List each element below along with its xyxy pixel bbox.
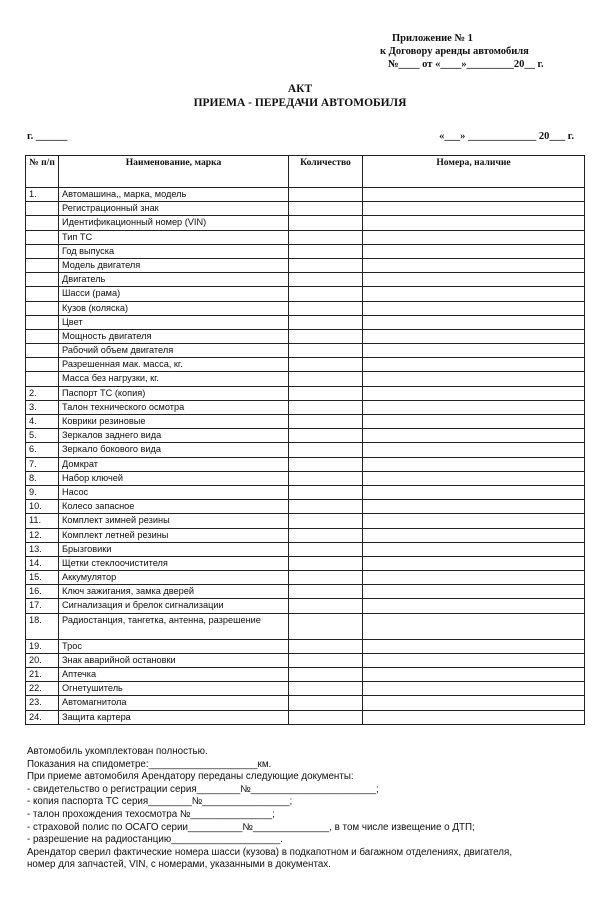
annex-block [380, 32, 544, 71]
row-numbers [363, 344, 585, 358]
note-line: - свидетельство о регистрации серия________№_______________________; [27, 783, 379, 795]
row-number: 22. [26, 682, 59, 696]
table-row [26, 710, 585, 724]
table-row [26, 639, 585, 653]
annex-number-date: №____ от «____»_________20__ г. [388, 59, 544, 70]
row-numbers [363, 329, 585, 343]
row-numbers [363, 528, 585, 542]
row-quantity [289, 273, 363, 287]
table-row [26, 599, 585, 613]
row-numbers [363, 500, 585, 514]
row-quantity [289, 287, 363, 301]
note-line: - разрешение на радиостанцию____________________. [27, 834, 283, 846]
note-line: Показания на спидометре:____________________км. [27, 758, 272, 770]
row-name: Цвет [59, 315, 289, 329]
row-number: 11. [26, 514, 59, 528]
row-quantity [289, 514, 363, 528]
row-number: 12. [26, 528, 59, 542]
table-row [26, 457, 585, 471]
row-numbers [363, 599, 585, 613]
table-row [26, 682, 585, 696]
row-name: Ключ зажигания, замка дверей [59, 585, 289, 599]
row-numbers [363, 273, 585, 287]
note-line: Арендатор сверил фактические номера шасси (кузова) в подкапотном и багажном отделениях, двигателя, [27, 846, 513, 858]
row-numbers [363, 372, 585, 386]
table-row [26, 443, 585, 457]
row-name: Тип ТС [59, 230, 289, 244]
row-name: Зеркалов заднего вида [59, 429, 289, 443]
row-number: 5. [26, 429, 59, 443]
table-row [26, 216, 585, 230]
row-quantity [289, 258, 363, 272]
table-row [26, 668, 585, 682]
row-quantity [289, 599, 363, 613]
row-quantity [289, 443, 363, 457]
row-numbers [363, 571, 585, 585]
row-name: Знак аварийной остановки [59, 653, 289, 667]
table-row [26, 696, 585, 710]
row-number: 20. [26, 653, 59, 667]
table-row [26, 287, 585, 301]
row-number [26, 230, 59, 244]
row-quantity [289, 585, 363, 599]
row-numbers [363, 301, 585, 315]
row-quantity [289, 230, 363, 244]
row-quantity [289, 415, 363, 429]
table-row [26, 528, 585, 542]
row-numbers [363, 386, 585, 400]
row-name: Автомагнитола [59, 696, 289, 710]
row-number: 2. [26, 386, 59, 400]
row-number: 17. [26, 599, 59, 613]
row-numbers [363, 358, 585, 372]
row-numbers [363, 514, 585, 528]
row-numbers [363, 471, 585, 485]
table-row [26, 653, 585, 667]
row-quantity [289, 301, 363, 315]
row-numbers [363, 202, 585, 216]
row-name: Модель двигателя [59, 258, 289, 272]
row-name: Идентификационный номер (VIN) [59, 216, 289, 230]
row-name: Щетки стеклоочистителя [59, 556, 289, 570]
row-name: Комплект зимней резины [59, 514, 289, 528]
row-number: 9. [26, 485, 59, 499]
date-field: «___» _____________ 20___ г. [439, 131, 574, 142]
row-numbers [363, 696, 585, 710]
row-name: Аптечка [59, 668, 289, 682]
row-quantity [289, 528, 363, 542]
header-quantity: Количество [289, 156, 363, 188]
row-number: 23. [26, 696, 59, 710]
items-table [25, 155, 585, 725]
row-number [26, 273, 59, 287]
table-row [26, 372, 585, 386]
table-row [26, 485, 585, 499]
row-numbers [363, 682, 585, 696]
row-quantity [289, 639, 363, 653]
table-row [26, 585, 585, 599]
row-numbers [363, 485, 585, 499]
table-row [26, 500, 585, 514]
row-quantity [289, 202, 363, 216]
table-row [26, 556, 585, 570]
row-name: Набор ключей [59, 471, 289, 485]
row-quantity [289, 471, 363, 485]
row-quantity [289, 372, 363, 386]
place-field: г. ______ [27, 131, 68, 142]
row-numbers [363, 258, 585, 272]
row-quantity [289, 188, 363, 202]
header-num: № п/п [26, 156, 59, 188]
row-name: Радиостанция, тангетка, антенна, разрешение [59, 613, 289, 639]
row-numbers [363, 230, 585, 244]
table-row [26, 386, 585, 400]
row-number: 1. [26, 188, 59, 202]
title-line-1: АКТ [287, 83, 313, 95]
row-quantity [289, 216, 363, 230]
row-name: Разрешенная мак. масса, кг. [59, 358, 289, 372]
table-row [26, 244, 585, 258]
row-number [26, 287, 59, 301]
row-numbers [363, 710, 585, 724]
row-number [26, 202, 59, 216]
table-row [26, 571, 585, 585]
row-number [26, 301, 59, 315]
row-numbers [363, 216, 585, 230]
table-row [26, 273, 585, 287]
row-quantity [289, 344, 363, 358]
table-row [26, 315, 585, 329]
row-quantity [289, 710, 363, 724]
row-number: 18. [26, 613, 59, 639]
row-numbers [363, 613, 585, 639]
row-number: 19. [26, 639, 59, 653]
row-name: Защита картера [59, 710, 289, 724]
row-quantity [289, 668, 363, 682]
note-line: - талон прохождения техосмотра №_______________; [27, 808, 275, 820]
row-quantity [289, 542, 363, 556]
row-number [26, 372, 59, 386]
table-row [26, 514, 585, 528]
table-row [26, 415, 585, 429]
row-number: 15. [26, 571, 59, 585]
row-name: Комплект летней резины [59, 528, 289, 542]
row-numbers [363, 457, 585, 471]
document-title [0, 82, 600, 110]
row-name: Кузов (коляска) [59, 301, 289, 315]
row-number: 4. [26, 415, 59, 429]
row-number: 6. [26, 443, 59, 457]
table-row [26, 202, 585, 216]
row-number: 13. [26, 542, 59, 556]
row-numbers [363, 585, 585, 599]
row-name: Шасси (рама) [59, 287, 289, 301]
row-name: Регистрационный знак [59, 202, 289, 216]
table-row [26, 358, 585, 372]
row-numbers [363, 415, 585, 429]
note-line: - копия паспорта ТС серия________№________________; [27, 796, 293, 808]
table-row [26, 542, 585, 556]
row-number [26, 329, 59, 343]
row-name: Зеркало бокового вида [59, 443, 289, 457]
row-numbers [363, 556, 585, 570]
row-numbers [363, 400, 585, 414]
table-row [26, 400, 585, 414]
row-name: Автомашина,, марка, модель [59, 188, 289, 202]
row-number [26, 216, 59, 230]
row-quantity [289, 682, 363, 696]
row-number: 14. [26, 556, 59, 570]
row-number [26, 358, 59, 372]
row-number: 10. [26, 500, 59, 514]
row-number: 8. [26, 471, 59, 485]
row-number: 16. [26, 585, 59, 599]
row-name: Талон технического осмотра [59, 400, 289, 414]
row-name: Сигнализация и брелок сигнализации [59, 599, 289, 613]
row-name: Аккумулятор [59, 571, 289, 585]
row-quantity [289, 696, 363, 710]
note-line: номер для запчастей, VIN, с номерами, указанными в документах. [27, 859, 331, 871]
row-quantity [289, 457, 363, 471]
row-name: Мощность двигателя [59, 329, 289, 343]
row-quantity [289, 429, 363, 443]
row-quantity [289, 244, 363, 258]
row-number: 7. [26, 457, 59, 471]
row-name: Колесо запасное [59, 500, 289, 514]
row-numbers [363, 315, 585, 329]
annex-contract: к Договору аренды автомобиля [380, 46, 529, 57]
row-numbers [363, 244, 585, 258]
table-body [26, 188, 585, 725]
row-number [26, 344, 59, 358]
table-row [26, 344, 585, 358]
row-name: Огнетушитель [59, 682, 289, 696]
row-quantity [289, 358, 363, 372]
row-quantity [289, 315, 363, 329]
row-name: Домкрат [59, 457, 289, 471]
row-number [26, 315, 59, 329]
table-row [26, 258, 585, 272]
row-number: 21. [26, 668, 59, 682]
row-quantity [289, 485, 363, 499]
row-number: 24. [26, 710, 59, 724]
table-row [26, 230, 585, 244]
table-row [26, 329, 585, 343]
row-name: Трос [59, 639, 289, 653]
header-numbers: Номера, наличие [363, 156, 585, 188]
row-number [26, 244, 59, 258]
row-name: Двигатель [59, 273, 289, 287]
row-quantity [289, 386, 363, 400]
row-quantity [289, 653, 363, 667]
table-row [26, 429, 585, 443]
row-numbers [363, 188, 585, 202]
notes-block [27, 746, 587, 872]
annex-title: Приложение № 1 [392, 33, 473, 44]
row-name: Паспорт ТС (копия) [59, 386, 289, 400]
table-row [26, 188, 585, 202]
row-number [26, 258, 59, 272]
row-numbers [363, 668, 585, 682]
note-line: При приеме автомобиля Арендатору переданы следующие документы: [27, 771, 354, 783]
table-row [26, 301, 585, 315]
row-numbers [363, 443, 585, 457]
row-numbers [363, 542, 585, 556]
row-name: Масса без нагрузки, кг. [59, 372, 289, 386]
row-numbers [363, 429, 585, 443]
row-numbers [363, 287, 585, 301]
header-name: Наименование, марка [59, 156, 289, 188]
row-quantity [289, 571, 363, 585]
row-name: Брызговики [59, 542, 289, 556]
row-number: 3. [26, 400, 59, 414]
row-name: Коврики резиновые [59, 415, 289, 429]
row-numbers [363, 653, 585, 667]
note-line: - страховой полис по ОСАГО серии__________№______________, в том числе извещение о ДТП; [27, 821, 475, 833]
title-line-2: ПРИЕМА - ПЕРЕДАЧИ АВТОМОБИЛЯ [193, 97, 407, 109]
row-name: Рабочий объем двигателя [59, 344, 289, 358]
row-quantity [289, 556, 363, 570]
row-quantity [289, 400, 363, 414]
row-numbers [363, 639, 585, 653]
note-line: Автомобиль укомплектован полностью. [27, 746, 208, 757]
row-name: Год выпуска [59, 244, 289, 258]
row-quantity [289, 500, 363, 514]
row-quantity [289, 613, 363, 639]
table-row [26, 613, 585, 639]
row-name: Насос [59, 485, 289, 499]
table-header-row [26, 156, 585, 188]
row-quantity [289, 329, 363, 343]
table-row [26, 471, 585, 485]
